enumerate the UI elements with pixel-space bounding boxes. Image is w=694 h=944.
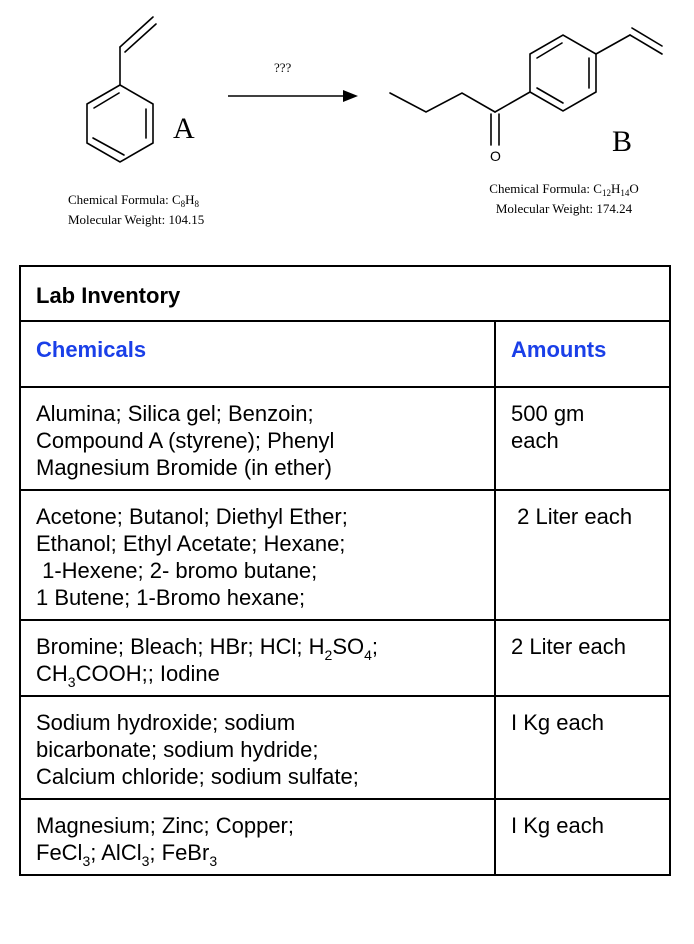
- amount-cell: [495, 490, 670, 620]
- chemicals-cell: [20, 490, 495, 620]
- formula-text: $C_{12}H_{14}O$: [593, 181, 639, 198]
- compound-b-info: [468, 179, 660, 219]
- amount-line: 500 gm: [511, 401, 585, 426]
- amount-line: each: [511, 428, 559, 453]
- chemical-line: Sodium hydroxide; sodium: [36, 710, 296, 735]
- chemicals-cell: [20, 799, 495, 875]
- compound-a-info: [68, 190, 204, 230]
- oxygen-atom-label: O: [490, 148, 501, 164]
- chemical-line: Alumina; Silica gel; Benzoin;: [36, 401, 314, 426]
- table-row: [20, 490, 670, 620]
- chemical-line: 1 Butene; 1-Bromo hexane;: [36, 585, 306, 610]
- table-header-row: [20, 321, 670, 387]
- formula-text: $C_8H_8$: [171, 192, 200, 209]
- chemical-line: 1-Hexene; 2- bromo butane;: [36, 558, 318, 583]
- subscript: 8: [180, 199, 186, 209]
- chemical-line: Ethanol; Ethyl Acetate; Hexane;: [36, 531, 346, 556]
- chemical-line: $CH_3COOH$;; Iodine: [36, 661, 220, 690]
- table-row: [20, 387, 670, 490]
- subscript: 8: [194, 199, 200, 209]
- amount-line: 2 Liter each: [511, 504, 633, 529]
- inventory-rows: [20, 387, 670, 875]
- chemical-line: Magnesium; Zinc; Copper;: [36, 813, 294, 838]
- lab-inventory-table: [19, 265, 671, 876]
- table-title-row: [20, 266, 670, 321]
- amounts-header: Amounts: [495, 321, 670, 387]
- amount-line: I Kg each: [511, 710, 604, 735]
- subscript: 12: [601, 188, 611, 198]
- chemical-line: Magnesium Bromide (in ether): [36, 455, 332, 480]
- chemicals-cell: [20, 387, 495, 490]
- amount-cell: [495, 620, 670, 696]
- amount-cell: [495, 387, 670, 490]
- compound-a-weight: Molecular Weight: 104.15: [68, 212, 205, 227]
- chemical-line: Compound A (styrene); Phenyl: [36, 428, 335, 453]
- table-row: [20, 696, 670, 799]
- compound-b-label: B: [612, 125, 633, 158]
- styrene-structure: [87, 17, 156, 162]
- compound-b-formula: Chemical Formula: $C_{12}H_{14}O$: [489, 181, 639, 198]
- chemicals-cell: [20, 696, 495, 799]
- table-row: [20, 620, 670, 696]
- chemical-line: FeCl$_3$; AlCl$_3$; FeBr$_3$: [36, 840, 218, 869]
- amount-cell: [495, 799, 670, 875]
- table-title: Lab Inventory: [20, 266, 670, 321]
- reaction-arrow: [228, 90, 358, 102]
- amount-line: 2 Liter each: [511, 634, 626, 659]
- chemical-line: Acetone; Butanol; Diethyl Ether;: [36, 504, 348, 529]
- compound-a-label: A: [173, 112, 195, 145]
- chemical-line: bicarbonate; sodium hydride;: [36, 737, 319, 762]
- reagent-label: ???: [274, 60, 292, 75]
- amount-cell: [495, 696, 670, 799]
- chemicals-header: Chemicals: [20, 321, 495, 387]
- chemical-line: Bromine; Bleach; HBr; HCl; $H_2SO_4$;: [36, 634, 379, 663]
- chemicals-cell: [20, 620, 495, 696]
- table-row: [20, 799, 670, 875]
- chemical-line: Calcium chloride; sodium sulfate;: [36, 764, 359, 789]
- amount-line: I Kg each: [511, 813, 604, 838]
- compound-b-weight: Molecular Weight: 174.24: [495, 201, 633, 216]
- compound-a-formula: Chemical Formula: $C_8H_8$: [68, 192, 200, 209]
- subscript: 14: [620, 188, 630, 198]
